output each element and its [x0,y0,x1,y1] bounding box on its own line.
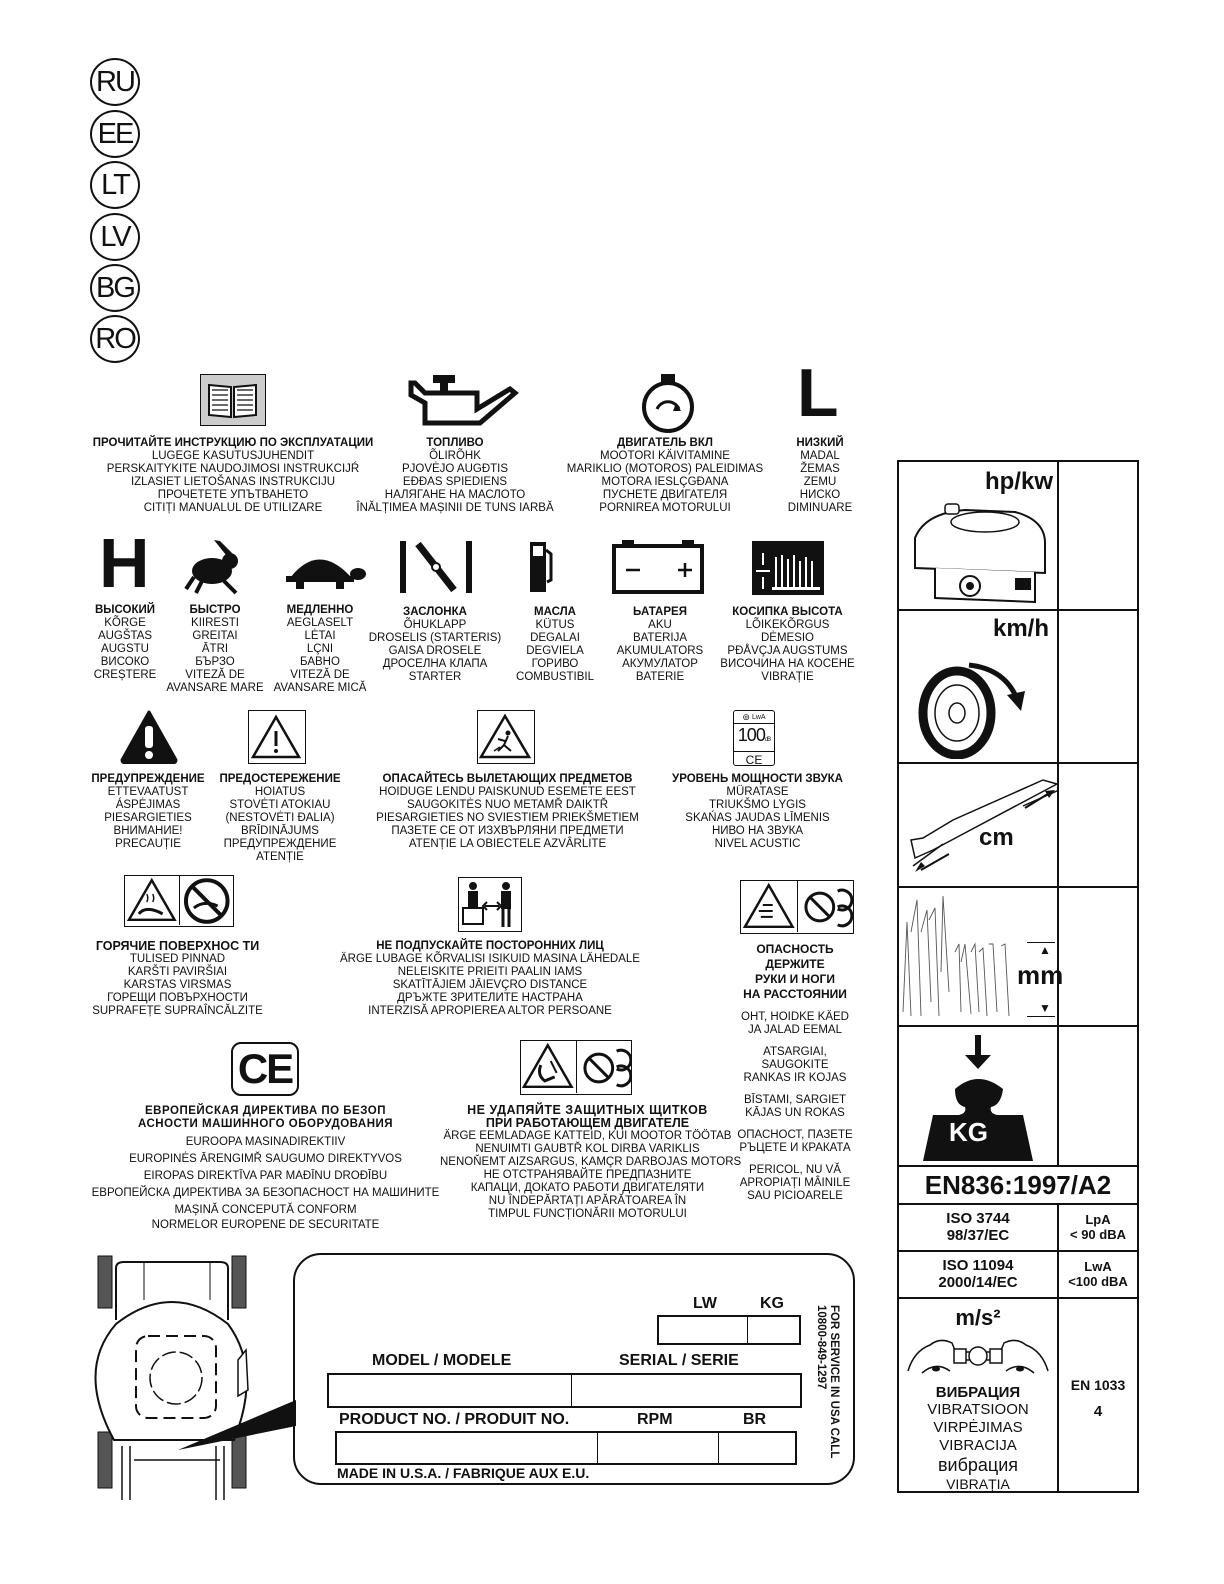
label-high: ВЫСОКИЙ KÕRGE AUGŠTAS AUGSTU ВИСОКО CREȘTERE [93,604,157,681]
spec-row-weight [899,1027,1137,1167]
model-label: MODEL / MODELE [372,1352,512,1369]
spec-row-power [899,462,1137,611]
serial-data-plate [293,1253,855,1485]
specs-table [897,460,1139,1493]
lang-badge-ru: RU [90,58,140,106]
low-symbol: L [797,355,839,431]
engine-start-icon [640,373,696,433]
flying-objects-icon [477,710,535,764]
arrow-down-icon: ▼ [1039,1001,1051,1015]
iso-row-lwa: ISO 11094 2000/14/EC LwA <100 dBA [899,1252,1137,1299]
standard-row [899,1167,1137,1205]
lw-label: LW [693,1295,717,1312]
label-engine-start: ДВИГАТЕЛЬ ВКЛ MOOTORI KÄIVITAMINE MARIKLIO (MOTOROS) PALEIDIMAS MOTORA IESLÇGÐANA ПУСНЕТЕ ДВИГАТЕЛЯ PORNIREA MOTORULUI [566,437,764,514]
keep-bystanders-icon [458,877,522,932]
label-sound-power: УРОВЕНЬ МОЩНОСТИ ЗВУКА MÜRATASE TRIUKŠMO LYGIS SKAŃAS JAUDAS LĪMENIS НИВО НА ЗВУКА NIVEL ACUSTIC [672,773,843,850]
lang-badge-ee: EE [90,110,140,158]
lang-badge-lv: LV [90,213,140,261]
label-low: НИЗКИЙ MADAL ŽEMAS ZEMU НИСКО DIMINUARE [787,437,853,514]
sound-power-badge: ⊚ LwA 100dB CE [733,710,775,766]
label-keep-guards: НЕ УДАПЯЙТЕ ЗАЩИТНЫХ ЩИТКОВ ПРИ РАБОТАЮЩЕМ ДВИГАТЕЛЕ ÄRGE EEMLADAGE KATTEID, KUI MOOTOR TÖÖTAB NENUIMTI GAUBTŘ KOL DIRBA VARIKLIS NENOŇEMT AIZSARGUS, KAMÇR DARBOJAS MOTORS НЕ ОТСТРАНЯВАЙТЕ ПРЕДПАЗНИТЕ КАПАЦИ, ДОКАТО РАБОТИ ДВИГАТЕЛЯТИ NU ÎNDEPĂRTAȚI APĂRĂTOAREA ÎN TIMPUL FUNCȚIONĂRII MOTORULUI [440,1103,742,1220]
model-serial-box [327,1373,802,1408]
spec-row-blade [899,764,1137,888]
mower-top-view-icon [86,1250,316,1500]
speed-unit-label: km/h [992,615,1049,642]
label-flying-objects: ОПАСАЙТЕСЬ ВЫЛЕТАЮЩИХ ПРЕДМЕТОВ HOIDUGE LENDU PAISKUNUD ESEMETE EEST SAUGOKITĖS NUO METAMŘ DAIKTŘ PIESARGIETIES NO SVIESTIEM PRIEKŠMETIEM ПАЗЕТЕ СЕ ОТ ИЗХВЪРЛЯНИ ПРЕДМЕТИ ATENȚIE LA OBIECTELE AZVÂRLITE [376,773,639,850]
vibration-value: 4 [1093,1403,1103,1420]
rabbit-icon [184,537,244,597]
handle-vibration-icon [900,1331,1056,1375]
br-label: BR [743,1411,767,1428]
lw-kg-box [657,1315,801,1345]
keep-guards-icon [520,1040,632,1095]
power-unit-label: hp/kw [984,468,1053,495]
label-oil: МАСЛА KÜTUS DEGALAI DEGVIELA ГОРИВО COMBUSTIBIL [516,606,594,683]
label-cutting-height: КОСИПКА ВЫСОТА LÕIKEKÕRGUS DĖMESIO PĐÅVÇJA AUGSTUMS ВИСОЧИНА НА КОСЕНЕ VIBRAȚIE [720,606,855,683]
oil-can-icon [405,373,520,428]
turtle-icon [278,548,368,590]
grass-height-unit-label: mm [1017,960,1064,990]
label-slow: МЕДЛЕННО AEGLASELT LĖTAI LÇNI БАВНО VITEZĂ DE AVANSARE MICĂ [273,604,367,694]
label-battery: ЬАТАРЕЯ AKU BATERIJA AKUMULATORS АКУМУЛАТОР BATERIE [616,606,704,683]
weight-unit-label: KG [949,1117,988,1147]
high-symbol: H [99,524,150,602]
label-keep-bystanders: НЕ ПОДПУСКАЙТЕ ПОСТОРОННИХ ЛИЦ ÄRGE LUBAGE KÕRVALISI ISIKUID MASINA LÄHEDALE NELEISKITE PRIEITI PAALIN IAMS SKATĪTĀJIEM JĀIEVÇRO DISTANCE ДРЪЖТЕ ЗРИТЕЛИТЕ НАСТРАНА INTERZISĂ APROPIEREA ALTOR PERSOANE [340,940,640,1017]
label-choke: ЗАСЛОНКА ÕHUKLAPP DROSELIS (STARTERIS) GAISA DROSELE ДРОСЕЛНА КЛАПА STARTER [368,606,502,683]
label-hot-surfaces: ГОРЯЧИЕ ПОВЕРХНОС ТИ TULISED PINNAD KARŠTI PAVIRŠIAI KARSTAS VIRSMAS ГОРЕЩИ ПОВЪРХНОСТИ SUPRAFEȚE SUPRAÎNCĂLZITE [92,939,263,1017]
vibration-standard: EN 1033 [1070,1377,1126,1393]
label-fast: БЫСТРО KIIRESTI GREITAI ĀTRI БЪРЗО VITEZĂ DE AVANSARE MARE [166,604,264,694]
lang-badge-lt: LT [90,161,140,209]
service-call-text: FOR SERVICE IN USA CALL 10800-849-1297 [815,1305,840,1459]
blade-unit-label: cm [979,824,1014,851]
kg-label: KG [760,1295,784,1312]
warning-icon [120,710,178,764]
rpm-label: RPM [637,1411,673,1428]
choke-icon [398,540,474,594]
label-eu-directive: ЕВРОПЕЙСКАЯ ДИРЕКТИВА ПО БЕЗОП АСНОСТИ МАШИННОГО ОБОРУДОВАНИЯ EUROOPA MASINADIREKTIIV EUROPINĖS ĀRENGIMŘ SAUGUMO DIREKTYVOS EIROPAS DIREKTĪVA PAR MAÐĪNU DROÐĪBU ЕВРОПЕЙСКА ДИРЕКТИВА ЗА БЕЗОПАСНОСТ НА МАШИНИТЕ MAȘINĂ CONCEPUTĂ CONFORM NORMELOR EUROPENE DE SECURITATE [91,1105,440,1231]
product-rpm-br-box [335,1431,797,1465]
ce-mark: CE [745,753,763,767]
ce-mark-icon: CE [231,1042,299,1096]
serial-label: SERIAL / SERIE [619,1352,739,1369]
vibration-row: m/s² ВИБРАЦИЯ VIBRATSIOON VIRPĖJIMAS VIBRACIJA вибрация VIBRAȚIA EN 1033 4 [899,1299,1137,1491]
hot-surfaces-icon [124,875,234,927]
iso-row-lpa: ISO 3744 98/37/EC LpA < 90 dBA [899,1205,1137,1252]
wheel-icon [909,651,1029,759]
product-number-label: PRODUCT NO. / PRODUIT NO. [339,1411,570,1428]
label-caution: ПРЕДОСТЕРЕЖЕНИЕ HOIATUS STOVĖTI ATOKIAU (NESTOVĖTI ĐALIA) BRĪDINĀJUMS ПРЕДУПРЕЖДЕНИЕ ATENȚIE [219,773,341,863]
cutting-height-icon [752,541,824,595]
lang-badge-ro: RO [90,315,140,363]
lang-badge-bg: BG [90,264,140,312]
keep-hands-feet-icon [740,880,854,934]
battery-icon [612,540,704,594]
spec-row-speed [899,611,1137,764]
book-icon [200,374,266,426]
label-fuel: ТОПЛИВО ÕLIRÕHK PJOVĖJO AUGÐTIS EÐĐAS SPIEDIENS НАЛЯГАНЕ НА МАСЛОТО ÎNĂLȚIMEA MAȘINII DE TUNS IARBĂ [356,437,554,514]
engine-icon [905,498,1055,606]
label-warning: ПРЕДУПРЕЖДЕНИЕ ETTEVAATUST ÁSPĖJIMAS PIESARGIETIES ВНИМАНИЕ! PRECAUȚIE [91,773,205,850]
grass-height-icon [901,892,1021,1022]
speaker-icon: ⊚ [742,711,750,722]
made-in-label: MADE IN U.S.A. / FABRIQUE AUX E.U. [337,1465,590,1481]
label-keep-hands-feet: ОПАСНОСТЬ ДЕРЖИТЕ РУКИ И НОГИ НА РАССТОЯНИИ OHT, HOIDKE KÄED JA JALAD EEMAL ATSARGIAI, SAUGOKITE RANKAS IR KOJAS BĪSTAMI, SARGIET KĀJAS UN ROKAS ОПАСНОСТ, ПАЗЕТЕ РЪЦЕТЕ И КРАКАТА PERICOL, NU VĂ APROPIAȚI MÂINILE SAU PICIOARELE [737,942,853,1202]
caution-icon [248,710,306,764]
vibration-unit: m/s² [955,1305,1001,1330]
spec-row-grass-height [899,888,1137,1027]
en-standard: EN836:1997/A2 [924,1169,1112,1200]
arrow-up-icon: ▲ [1039,943,1051,957]
label-read-manual: ПРОЧИТАЙТЕ ИНСТРУКЦИЮ ПО ЭКСПЛУАТАЦИИ LUGEGE KASUTUSJUHENDIT PERSKAITYKITE NAUDOJIMOSI INSTRUKCIJŔ IZLASIET LIETOŠANAS INSTRUKCIJU ПРОЧЕТЕТЕ УПЪТВАНЕТО CITIȚI MANUALUL DE UTILIZARE [92,437,374,514]
fuel-pump-icon [528,540,554,594]
